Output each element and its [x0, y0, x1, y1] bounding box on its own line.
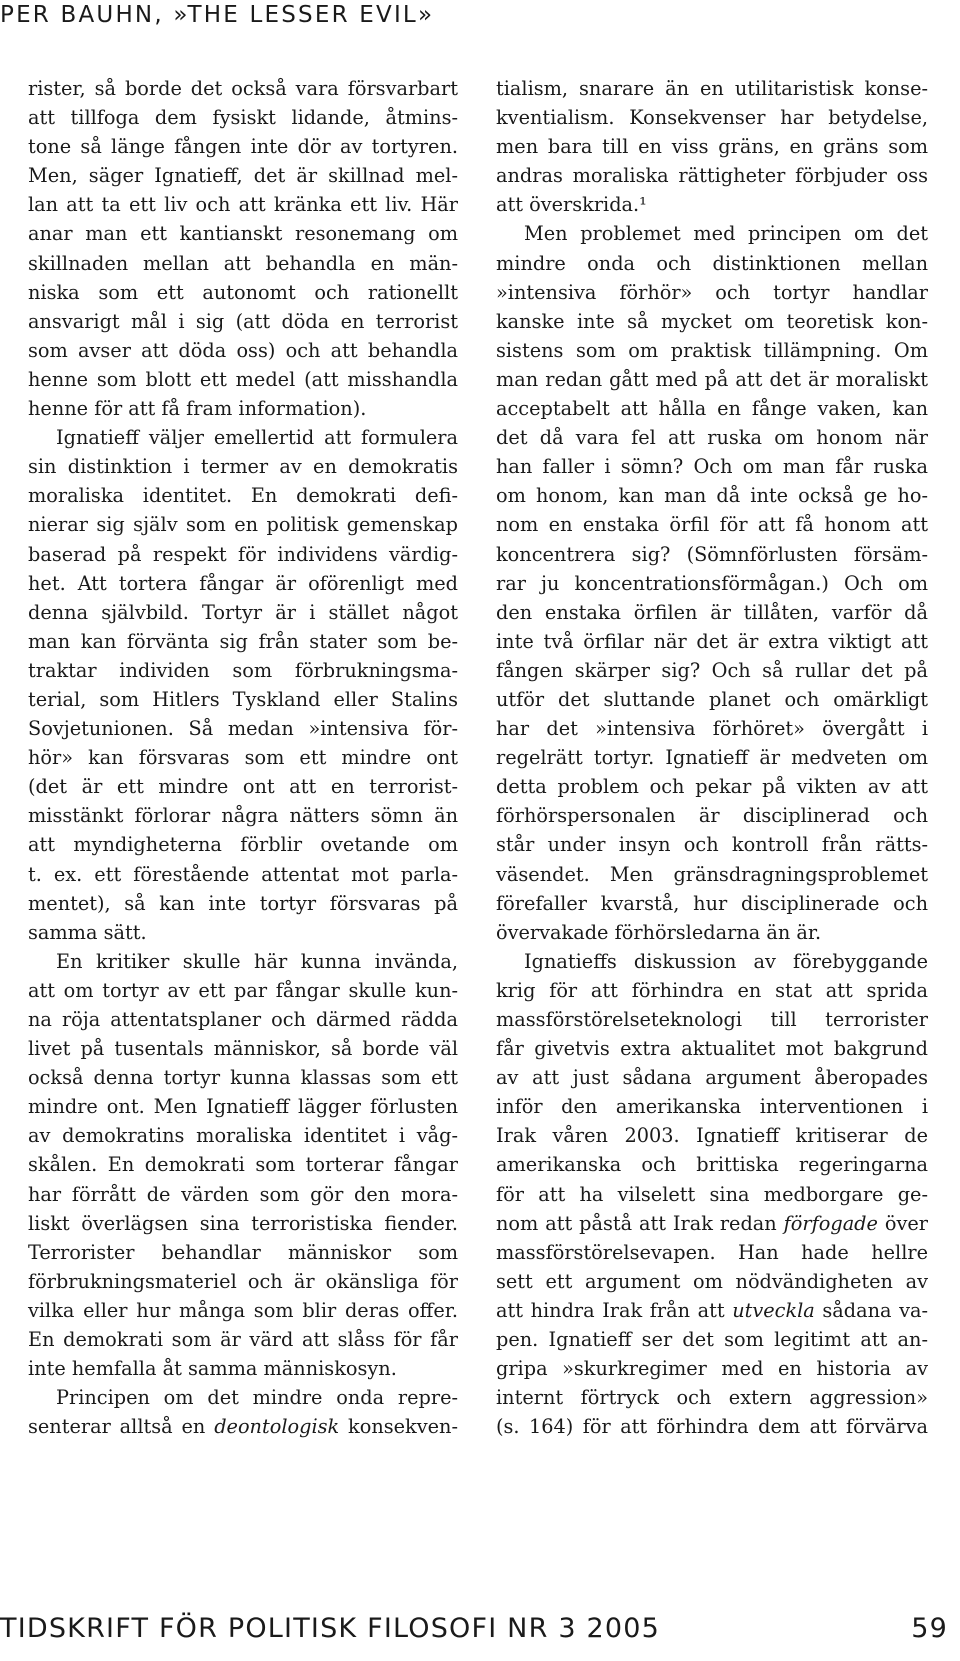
page-footer — [0, 1613, 948, 1644]
text-line: traktar individen som förbrukningsma- — [28, 658, 458, 682]
text-line: regelrätt tortyr. Ignatieff är medveten om — [496, 746, 928, 770]
text-line: anar man ett kantianskt resonemang om — [28, 222, 458, 246]
text-line: koncentrera sig? (Sömnförlusten försäm- — [496, 542, 928, 566]
text-line: att myndigheterna förblir ovetande om — [28, 833, 458, 857]
text-line: niska som ett autonomt och rationellt — [28, 280, 458, 304]
text-line: livet på tusentals människor, så borde väl — [28, 1037, 458, 1061]
text-line: moraliska identitet. En demokrati defi- — [28, 484, 458, 508]
text-line: att tillfoga dem fysiskt lidande, åtmins- — [28, 106, 458, 130]
text-line: terial, som Hitlers Tyskland eller Stalins — [28, 687, 458, 711]
text-line: fången skärper sig? Och så rullar det på — [496, 658, 928, 682]
text-line: som avser att döda oss) och att behandla — [28, 338, 458, 362]
text-line: nierar sig själv som en politisk gemenskap — [28, 513, 458, 537]
text-line: tone så länge fången inte dör av tortyren. — [28, 135, 458, 159]
text-line: utför det sluttande planet och omärkligt — [496, 687, 928, 711]
text-line: gripa »skurkregimer med en historia av — [496, 1357, 928, 1381]
text-line: En demokrati som är värd att slåss för får — [28, 1328, 458, 1352]
text-line: nom att påstå att Irak redan förfogade över — [496, 1211, 928, 1235]
text-line: har förrått de värden som gör den mora- — [28, 1182, 458, 1206]
text-line: En kritiker skulle här kunna invända, — [56, 949, 458, 973]
text-line: acceptabelt att hålla en fånge vaken, kan — [496, 397, 928, 421]
text-line: internt förtryck och extern aggression» — [496, 1386, 928, 1410]
text-line: (det är ett mindre ont att en terrorist- — [28, 775, 458, 799]
running-head: PER BAUHN, »THE LESSER EVIL» — [0, 2, 435, 28]
text-line: inför den amerikanska interventionen i — [496, 1095, 928, 1119]
text-line: väsendet. Men gränsdragningsproblemet — [496, 862, 928, 886]
text-line: inte två örfilar när det är extra viktigt att — [496, 629, 928, 653]
text-line: pen. Ignatieff ser det som legitimt att an- — [496, 1328, 928, 1352]
text-line: mentet), så kan inte tortyr försvaras på — [28, 891, 458, 915]
text-line: massförstörelseteknologi till terrorister — [496, 1008, 928, 1031]
text-line: kventialism. Konsekvenser har betydelse, — [496, 106, 928, 130]
text-line: denna självbild. Tortyr är i stället något — [28, 600, 458, 624]
text-line: het. Att tortera fångar är oförenligt med — [28, 571, 458, 595]
text-line: »intensiva förhör» och tortyr handlar — [496, 280, 928, 304]
text-line: (s. 164) för att förhindra dem att förvärva — [496, 1415, 928, 1439]
text-line: liskt överlägsen sina terroristiska fiender. — [28, 1211, 458, 1235]
text-line: av demokratins moraliska identitet i våg- — [28, 1124, 458, 1148]
text-column-left — [28, 74, 458, 1441]
text-line: Ignatieffs diskussion av förebyggande — [524, 949, 928, 973]
text-line: inte hemfalla åt samma människosyn. — [28, 1357, 397, 1381]
text-line: rar ju koncentrationsförmågan.) Och om — [496, 571, 928, 595]
text-line: om honom, kan man då inte också ge ho- — [496, 484, 928, 508]
text-line: den enstaka örfilen är tillåten, varför då — [496, 600, 928, 624]
text-line: övervakade förhörsledarna än är. — [496, 920, 822, 944]
text-line: na röja attentatsplaner och därmed rädda — [28, 1008, 458, 1031]
text-line: att hindra Irak från att utveckla sådana va- — [496, 1298, 928, 1322]
page-number: 59 — [911, 1613, 948, 1644]
text-line: man redan gått med på att det är moraliskt — [496, 367, 928, 391]
text-line: detta problem och pekar på vikten av att — [496, 775, 928, 799]
text-line: kanske inte så mycket om teoretisk kon- — [496, 309, 928, 333]
text-line: krig för att förhindra en stat att sprida — [496, 978, 928, 1002]
text-line: han faller i sömn? Och om man får ruska — [496, 455, 928, 479]
text-line: förbrukningsmateriel och är okänsliga för — [28, 1269, 458, 1293]
text-line: Irak våren 2003. Ignatieff kritiserar de — [496, 1124, 928, 1148]
text-line: lan att ta ett liv och att kränka ett liv. Här — [28, 193, 458, 217]
text-line: Men, säger Ignatieff, det är skillnad mel- — [28, 164, 458, 188]
text-line: t. ex. ett förestående attentat mot parla- — [28, 862, 458, 886]
text-line: vilka eller hur många som blir deras offer. — [28, 1298, 458, 1322]
text-line: för att ha vilselett sina medborgare ge- — [496, 1182, 928, 1206]
text-line: mindre onda och distinktionen mellan — [496, 251, 928, 275]
text-line: sistens som om praktisk tillämpning. Om — [496, 338, 928, 362]
text-line: baserad på respekt för individens värdig- — [28, 542, 458, 566]
text-line: Ignatieff väljer emellertid att formulera — [56, 426, 458, 450]
text-line: förefaller kvarstå, hur disciplinerade och — [496, 891, 928, 915]
text-line: Principen om det mindre onda repre- — [56, 1386, 458, 1410]
text-line: Terrorister behandlar människor som — [28, 1240, 458, 1264]
text-line: står under insyn och kontroll från rätts- — [496, 833, 928, 857]
text-line: man kan förvänta sig från stater som be- — [28, 629, 458, 653]
text-line: får givetvis extra aktualitet mot bakgrund — [496, 1037, 928, 1061]
text-line: Sovjetunionen. Så medan »intensiva för- — [28, 717, 458, 741]
text-line: misstänkt förlorar några nätters sömn än — [28, 804, 458, 828]
text-line: samma sätt. — [28, 920, 147, 944]
text-line: skålen. En demokrati som torterar fångar — [28, 1153, 458, 1177]
text-line: amerikanska och brittiska regeringarna — [496, 1153, 928, 1177]
text-line: det då vara fel att ruska om honom när — [496, 426, 928, 450]
text-line: andras moraliska rättigheter förbjuder oss — [496, 164, 928, 188]
text-column-right — [496, 74, 928, 1441]
text-line: mindre ont. Men Ignatieff lägger förlusten — [28, 1095, 458, 1119]
text-line: hör» kan försvaras som ett mindre ont — [28, 746, 458, 770]
text-line: henne för att få fram information). — [28, 397, 367, 421]
text-line: att överskrida.¹ — [496, 193, 647, 217]
text-line: har det »intensiva förhöret» övergått i — [496, 717, 928, 741]
text-line: ansvarigt mål i sig (att döda en terrorist — [28, 309, 458, 333]
text-line: sin distinktion i termer av en demokratis — [28, 455, 458, 479]
text-line: att om tortyr av ett par fångar skulle kun- — [28, 978, 458, 1002]
text-line: henne som blott ett medel (att misshandla — [28, 367, 458, 391]
text-line: men bara till en viss gräns, en gräns som — [496, 135, 928, 159]
text-line: Men problemet med principen om det — [524, 222, 928, 246]
text-line: av att just sådana argument åberopades — [496, 1066, 928, 1090]
text-line: skillnaden mellan att behandla en män- — [28, 251, 458, 275]
text-line: också denna tortyr kunna klassas som ett — [28, 1066, 458, 1090]
text-line: förhörspersonalen är disciplinerad och — [496, 804, 928, 828]
text-line: senterar alltså en deontologisk konsekven- — [28, 1415, 458, 1439]
text-line: rister, så borde det också vara försvarbart — [28, 77, 458, 100]
text-line: tialism, snarare än en utilitaristisk konse- — [496, 77, 928, 100]
text-line: sett ett argument om nödvändigheten av — [496, 1269, 928, 1293]
text-line: nom en enstaka örfil för att få honom att — [496, 513, 928, 537]
text-line: massförstörelsevapen. Han hade hellre — [496, 1240, 928, 1264]
journal-title: TIDSKRIFT FÖR POLITISK FILOSOFI NR 3 2005 — [0, 1613, 660, 1644]
